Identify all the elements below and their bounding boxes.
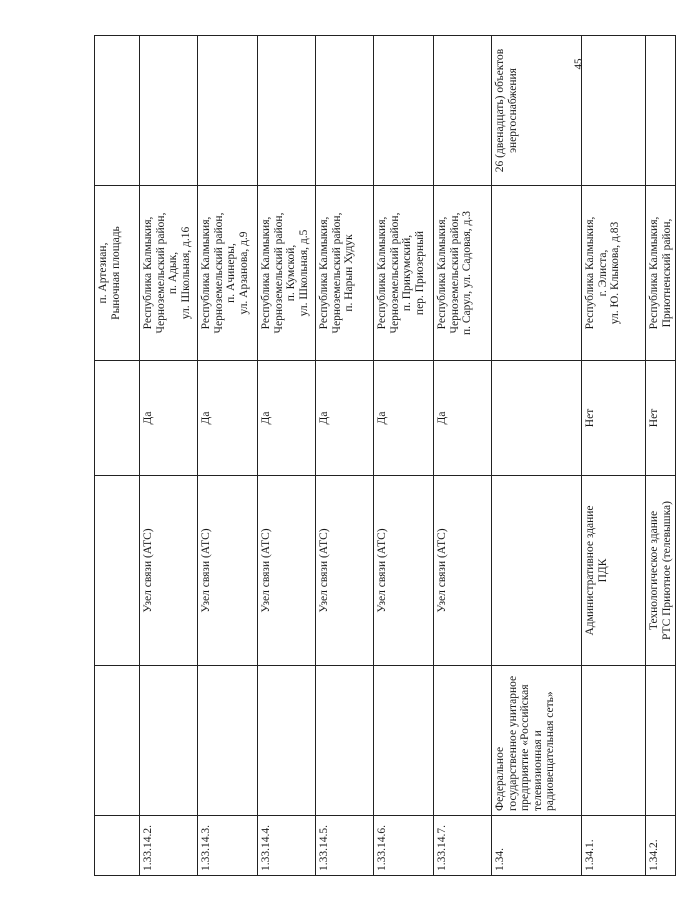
row-number: 1.33.14.5.: [316, 816, 374, 876]
flag-cell: Нет: [646, 361, 676, 476]
object-cell: [492, 476, 582, 666]
note-cell: [374, 36, 434, 186]
note-cell: [646, 36, 676, 186]
table-row: [316, 36, 374, 876]
flag-cell: Да: [140, 361, 198, 476]
row-number: 1.33.14.7.: [434, 816, 492, 876]
flag-cell: Да: [258, 361, 316, 476]
row-number: 1.34.2.: [646, 816, 676, 876]
organization-cell: [582, 666, 646, 816]
object-cell: Технологическое здание РТС Приютное (телевышка): [646, 476, 676, 666]
flag-cell: Да: [434, 361, 492, 476]
address-cell: Республика Калмыкия, Черноземельский район, п. Адык, ул. Школьная, д.16: [140, 186, 198, 361]
note-cell: [140, 36, 198, 186]
table-row: [95, 36, 140, 876]
row-number: 1.33.14.4.: [258, 816, 316, 876]
rotated-table-container: [94, 36, 673, 876]
object-cell: Узел связи (АТС): [258, 476, 316, 666]
flag-cell: [492, 361, 582, 476]
organization-cell: [198, 666, 258, 816]
flag-cell: Нет: [582, 361, 646, 476]
row-number: 1.34.: [492, 816, 582, 876]
address-cell: Республика Калмыкия, г. Элиста, ул. Ю. Клыкова, д.83: [582, 186, 646, 361]
table-row: [434, 36, 492, 876]
table-row: [198, 36, 258, 876]
note-cell: [316, 36, 374, 186]
row-number: 1.33.14.3.: [198, 816, 258, 876]
flag-cell: Да: [316, 361, 374, 476]
address-cell: Республика Калмыкия, Черноземельский район, п. Прикумский, пер. Приозерный: [374, 186, 434, 361]
organization-cell: [646, 666, 676, 816]
page-number: 45: [572, 58, 585, 70]
object-cell: Узел связи (АТС): [434, 476, 492, 666]
address-cell: Республика Калмыкия, Черноземельский район, п. Ачинеры, ул. Арзанова, д.9: [198, 186, 258, 361]
object-cell: [95, 476, 140, 666]
object-cell: Административное здание ПДК: [582, 476, 646, 666]
address-cell: Республика Калмыкия, Черноземельский район, п. Кумской, ул. Школьная, д.5: [258, 186, 316, 361]
flag-cell: [95, 361, 140, 476]
note-cell: 26 (двенадцать) объектов энергоснабжения: [492, 36, 582, 186]
address-cell: Республика Калмыкия, Черноземельский район, п. Нарын Худук: [316, 186, 374, 361]
address-cell: Республика Калмыкия, Черноземельский район, п. Сарул, ул. Садовая, д.3: [434, 186, 492, 361]
objects-table: [94, 35, 676, 876]
table-row: [582, 36, 646, 876]
flag-cell: Да: [198, 361, 258, 476]
address-cell: п. Артезиан, Рыночная площадь: [95, 186, 140, 361]
table-row: [374, 36, 434, 876]
note-cell: [582, 36, 646, 186]
row-number: 1.34.1.: [582, 816, 646, 876]
object-cell: Узел связи (АТС): [140, 476, 198, 666]
row-number: [95, 816, 140, 876]
organization-cell: Федеральное государственное унитарное предприятие «Российская телевизионная и радиовещательная сеть»: [492, 666, 582, 816]
organization-cell: [316, 666, 374, 816]
flag-cell: Да: [374, 361, 434, 476]
row-number: 1.33.14.2.: [140, 816, 198, 876]
note-cell: [258, 36, 316, 186]
note-cell: [95, 36, 140, 186]
organization-cell: [95, 666, 140, 816]
row-number: 1.33.14.6.: [374, 816, 434, 876]
table-row: [646, 36, 676, 876]
note-cell: [198, 36, 258, 186]
table-row: [492, 36, 582, 876]
organization-cell: [140, 666, 198, 816]
organization-cell: [258, 666, 316, 816]
object-cell: Узел связи (АТС): [316, 476, 374, 666]
object-cell: Узел связи (АТС): [374, 476, 434, 666]
organization-cell: [374, 666, 434, 816]
object-cell: Узел связи (АТС): [198, 476, 258, 666]
table-row: [258, 36, 316, 876]
note-cell: [434, 36, 492, 186]
address-cell: Республика Калмыкия, Приютненский район,: [646, 186, 676, 361]
address-cell: [492, 186, 582, 361]
table-row: [140, 36, 198, 876]
organization-cell: [434, 666, 492, 816]
